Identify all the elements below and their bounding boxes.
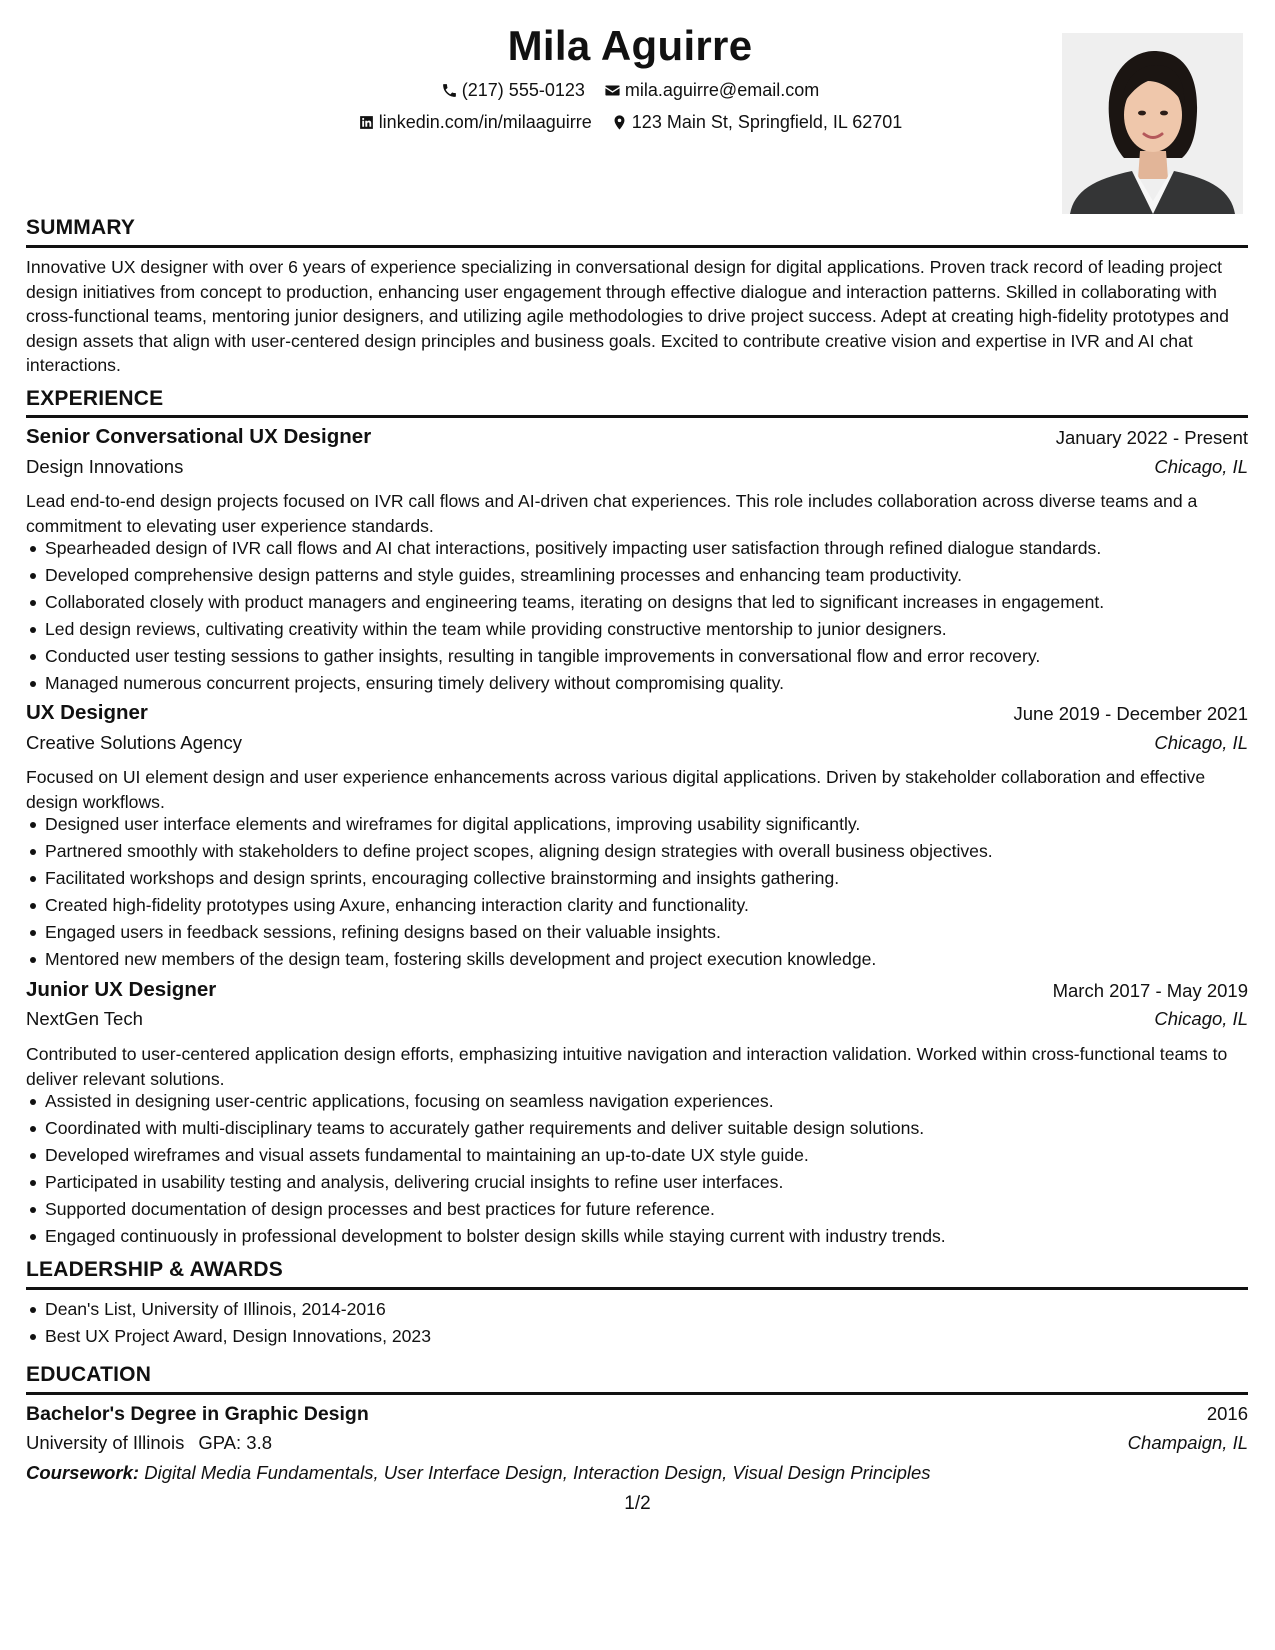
linkedin-icon xyxy=(358,114,375,131)
job-bullet: Developed comprehensive design patterns and style guides, streamlining processes and enhancing team productivity. xyxy=(26,563,1248,590)
coursework-label: Coursework: xyxy=(26,1462,140,1483)
job-bullet-list xyxy=(26,1089,1248,1251)
job-bullet: Supported documentation of design processes and best practices for future reference. xyxy=(26,1197,1248,1224)
job-bullet-list xyxy=(26,812,1248,974)
job-description: Lead end-to-end design projects focused on IVR call flows and AI-driven chat experiences. This role includes collaboration across diverse teams and a commitment to elevating user experience standards. xyxy=(26,491,1198,536)
phone-contact xyxy=(441,80,585,101)
education-gpa: GPA: 3.8 xyxy=(198,1432,273,1453)
summary-divider xyxy=(26,245,1248,248)
awards-list xyxy=(26,1297,1248,1351)
education-location: Champaign, IL xyxy=(1127,1432,1248,1453)
job-bullet: Facilitated workshops and design sprints, encouraging collective brainstorming and insights gathering. xyxy=(26,866,1248,893)
summary-heading: SUMMARY xyxy=(26,216,136,239)
job-title: Junior UX Designer xyxy=(26,978,217,1001)
job-bullet: Assisted in designing user-centric applications, focusing on seamless navigation experiences. xyxy=(26,1089,1248,1116)
job-location: Chicago, IL xyxy=(1154,456,1248,477)
job-dates: March 2017 - May 2019 xyxy=(1052,980,1248,1001)
job-location: Chicago, IL xyxy=(1154,1008,1248,1029)
job-company: Creative Solutions Agency xyxy=(26,732,242,753)
page-number: 1/2 xyxy=(624,1493,651,1514)
job-dates: January 2022 - Present xyxy=(1055,427,1248,448)
education-degree: Bachelor's Degree in Graphic Design xyxy=(26,1403,369,1425)
education-school-line xyxy=(26,1432,272,1454)
job-bullet: Managed numerous concurrent projects, ensuring timely delivery without compromising quality. xyxy=(26,671,1248,698)
job-bullet: Coordinated with multi-disciplinary teams to accurately gather requirements and deliver suitable design solutions. xyxy=(26,1116,1248,1143)
job-description: Contributed to user-centered application design efforts, emphasizing intuitive navigation and interaction validation. Worked within cross-functional teams to deliver relevant solutions. xyxy=(26,1044,1228,1089)
job-bullet: Participated in usability testing and analysis, delivering crucial insights to refine user interfaces. xyxy=(26,1170,1248,1197)
job-bullet: Developed wireframes and visual assets fundamental to maintaining an up-to-date UX style guide. xyxy=(26,1143,1248,1170)
linkedin-contact[interactable] xyxy=(358,112,592,133)
address-contact xyxy=(611,112,903,133)
envelope-icon xyxy=(604,82,621,99)
job-title: UX Designer xyxy=(26,701,148,724)
linkedin-text[interactable]: linkedin.com/in/milaaguirre xyxy=(378,112,592,132)
email-text[interactable]: mila.aguirre@email.com xyxy=(624,80,820,100)
education-school: University of Illinois xyxy=(26,1432,185,1453)
job-bullet: Spearheaded design of IVR call flows and AI chat interactions, positively impacting user satisfaction through refined dialogue standards. xyxy=(26,536,1248,563)
email-contact[interactable] xyxy=(604,80,819,101)
job-bullet: Conducted user testing sessions to gather insights, resulting in tangible improvements in conversational flow and error recovery. xyxy=(26,644,1248,671)
job-location: Chicago, IL xyxy=(1154,732,1248,753)
job-company: NextGen Tech xyxy=(26,1008,143,1029)
address-text: 123 Main St, Springfield, IL 62701 xyxy=(631,112,903,132)
award-item: Dean's List, University of Illinois, 2014-2016 xyxy=(26,1297,1248,1324)
job-dates: June 2019 - December 2021 xyxy=(1013,703,1248,724)
job-bullet: Partnered smoothly with stakeholders to define project scopes, aligning design strategies with overall business objectives. xyxy=(26,839,1248,866)
job-company: Design Innovations xyxy=(26,456,184,477)
coursework-text: Digital Media Fundamentals, User Interface Design, Interaction Design, Visual Design Principles xyxy=(144,1462,931,1483)
job-bullet: Mentored new members of the design team, fostering skills development and project execution knowledge. xyxy=(26,947,1248,974)
job-bullet: Collaborated closely with product managers and engineering teams, iterating on designs that led to significant increases in engagement. xyxy=(26,590,1248,617)
award-item: Best UX Project Award, Design Innovations, 2023 xyxy=(26,1324,1248,1351)
coursework-line xyxy=(26,1462,931,1484)
candidate-name: Mila Aguirre xyxy=(507,22,753,69)
experience-divider xyxy=(26,415,1248,418)
phone-text: (217) 555-0123 xyxy=(461,80,585,100)
resume-header xyxy=(0,0,1275,220)
job-bullet: Led design reviews, cultivating creativity within the team while providing constructive mentorship to junior designers. xyxy=(26,617,1248,644)
profile-photo xyxy=(1062,33,1243,214)
phone-icon xyxy=(441,82,458,99)
job-bullet: Created high-fidelity prototypes using Axure, enhancing interaction clarity and functionality. xyxy=(26,893,1248,920)
education-heading: EDUCATION xyxy=(26,1363,152,1386)
job-title: Senior Conversational UX Designer xyxy=(26,425,372,448)
map-pin-icon xyxy=(611,114,628,131)
job-bullet: Designed user interface elements and wireframes for digital applications, improving usability significantly. xyxy=(26,812,1248,839)
leadership-heading: LEADERSHIP & AWARDS xyxy=(26,1258,283,1281)
profile-portrait-image xyxy=(1062,33,1243,214)
job-bullet: Engaged continuously in professional development to bolster design skills while staying current with industry trends. xyxy=(26,1224,1248,1251)
job-bullet-list xyxy=(26,536,1248,698)
job-bullet: Engaged users in feedback sessions, refining designs based on their valuable insights. xyxy=(26,920,1248,947)
education-divider xyxy=(26,1392,1248,1395)
job-description: Focused on UI element design and user experience enhancements across various digital applications. Driven by stakeholder collaboration and effective design workflows. xyxy=(26,767,1206,812)
education-year: 2016 xyxy=(1206,1403,1248,1424)
leadership-divider xyxy=(26,1287,1248,1290)
summary-text: Innovative UX designer with over 6 years of experience specializing in conversational design for digital applications. Proven track record of leading project design initiatives from concept to production, enhancing user engagement through effective dialogue and interaction patterns. Skilled in collaborating with cross-functional teams, mentoring junior designers, and utilizing agile methodologies to drive project success. Adept at creating high-fidelity prototypes and design assets that align with user-centered design principles and business goals. Excited to contribute creative vision and expertise in IVR and AI chat interactions. xyxy=(26,257,1229,375)
experience-heading: EXPERIENCE xyxy=(26,387,164,410)
